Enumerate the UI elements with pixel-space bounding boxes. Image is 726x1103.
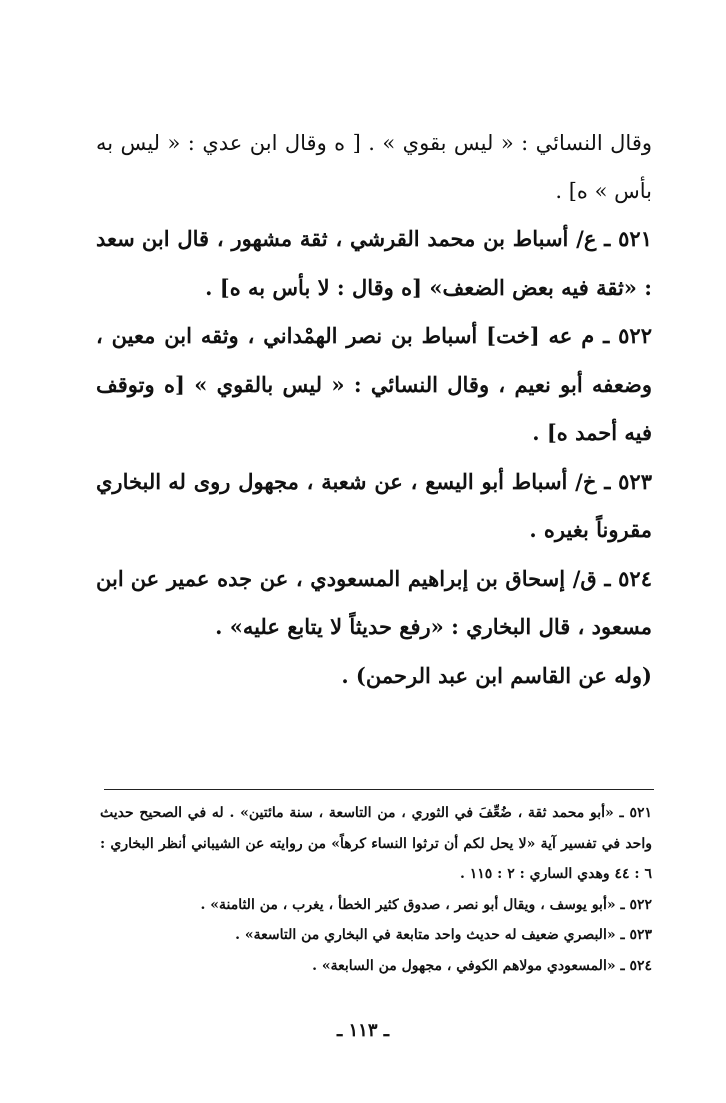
footnote: ٥٢١ ـ «أبو محمد ثقة ، ضُعِّفَ في الثوري ، من التاسعة ، سنة مائتين» . له في الصحيح حديث واحد في تفسير آية «لا يحل لكم أن ترثوا النساء كرهاً» من روايته عن الشيباني أنظر البخاري : ٦ : ٤٤ وهدي الساري : ٢ : ١١٥ . [100, 805, 652, 882]
entry-524 [96, 555, 652, 652]
entry-522-head: ٥٢٢ ـ م عه [خت] أسباط بن نصر الهمْداني ، وثقه ابن معين ، [96, 323, 652, 348]
entry-521-rest: سعد : «ثقة فيه بعض الضعف» [ه وقال : لا بأس به ه] . [96, 226, 652, 300]
entry-paragraph: وقال النسائي : « ليس بقوي » . [ ه وقال ابن عدي : « ليس به بأس » ه] . [96, 131, 652, 203]
footnotes [100, 798, 652, 981]
entry-524-rest: ابن مسعود ، قال البخاري : «رفع حديثاً لا يتابع عليه» . [96, 565, 652, 639]
entry-524-head: ٥٢٤ ـ ق/ إسحاق بن إبراهيم المسعودي ، عن جده عمير عن [130, 565, 652, 591]
footnote: ٥٢٤ ـ «المسعودي مولاهم الكوفي ، مجهول من السابعة» . [312, 957, 652, 974]
footnote-divider [104, 789, 654, 790]
footnote: ٥٢٢ ـ «أبو يوسف ، ويقال أبو نصر ، صدوق كثير الخطأ ، يغرب ، من الثامنة» . [200, 896, 652, 913]
entry-523 [96, 458, 652, 555]
main-text [96, 120, 652, 699]
entry-523-rest: البخاري مقروناً بغيره . [96, 468, 652, 542]
entry-521 [96, 215, 652, 312]
entry-521-head: ٥٢١ ـ ع/ أسباط بن محمد القرشي ، ثقة مشهور ، قال ابن [141, 226, 652, 251]
page-number: ـ ١١٣ ـ [336, 1020, 390, 1041]
entry-522 [96, 312, 652, 458]
entry-522-rest: وضعفه أبو نعيم ، وقال النسائي : « ليس بالقوي » [ه وتوقف فيه أحمد ه] . [96, 371, 652, 445]
entry-523-head: ٥٢٣ ـ خ/ أسباط أبو اليسع ، عن شعبة ، مجهول روى له [168, 468, 652, 494]
entry-paragraph: (وله عن القاسم ابن عبد الرحمن) . [341, 662, 652, 688]
footnote: ٥٢٣ ـ «البصري ضعيف له حديث واحد متابعة في البخاري من التاسعة» . [235, 927, 652, 943]
